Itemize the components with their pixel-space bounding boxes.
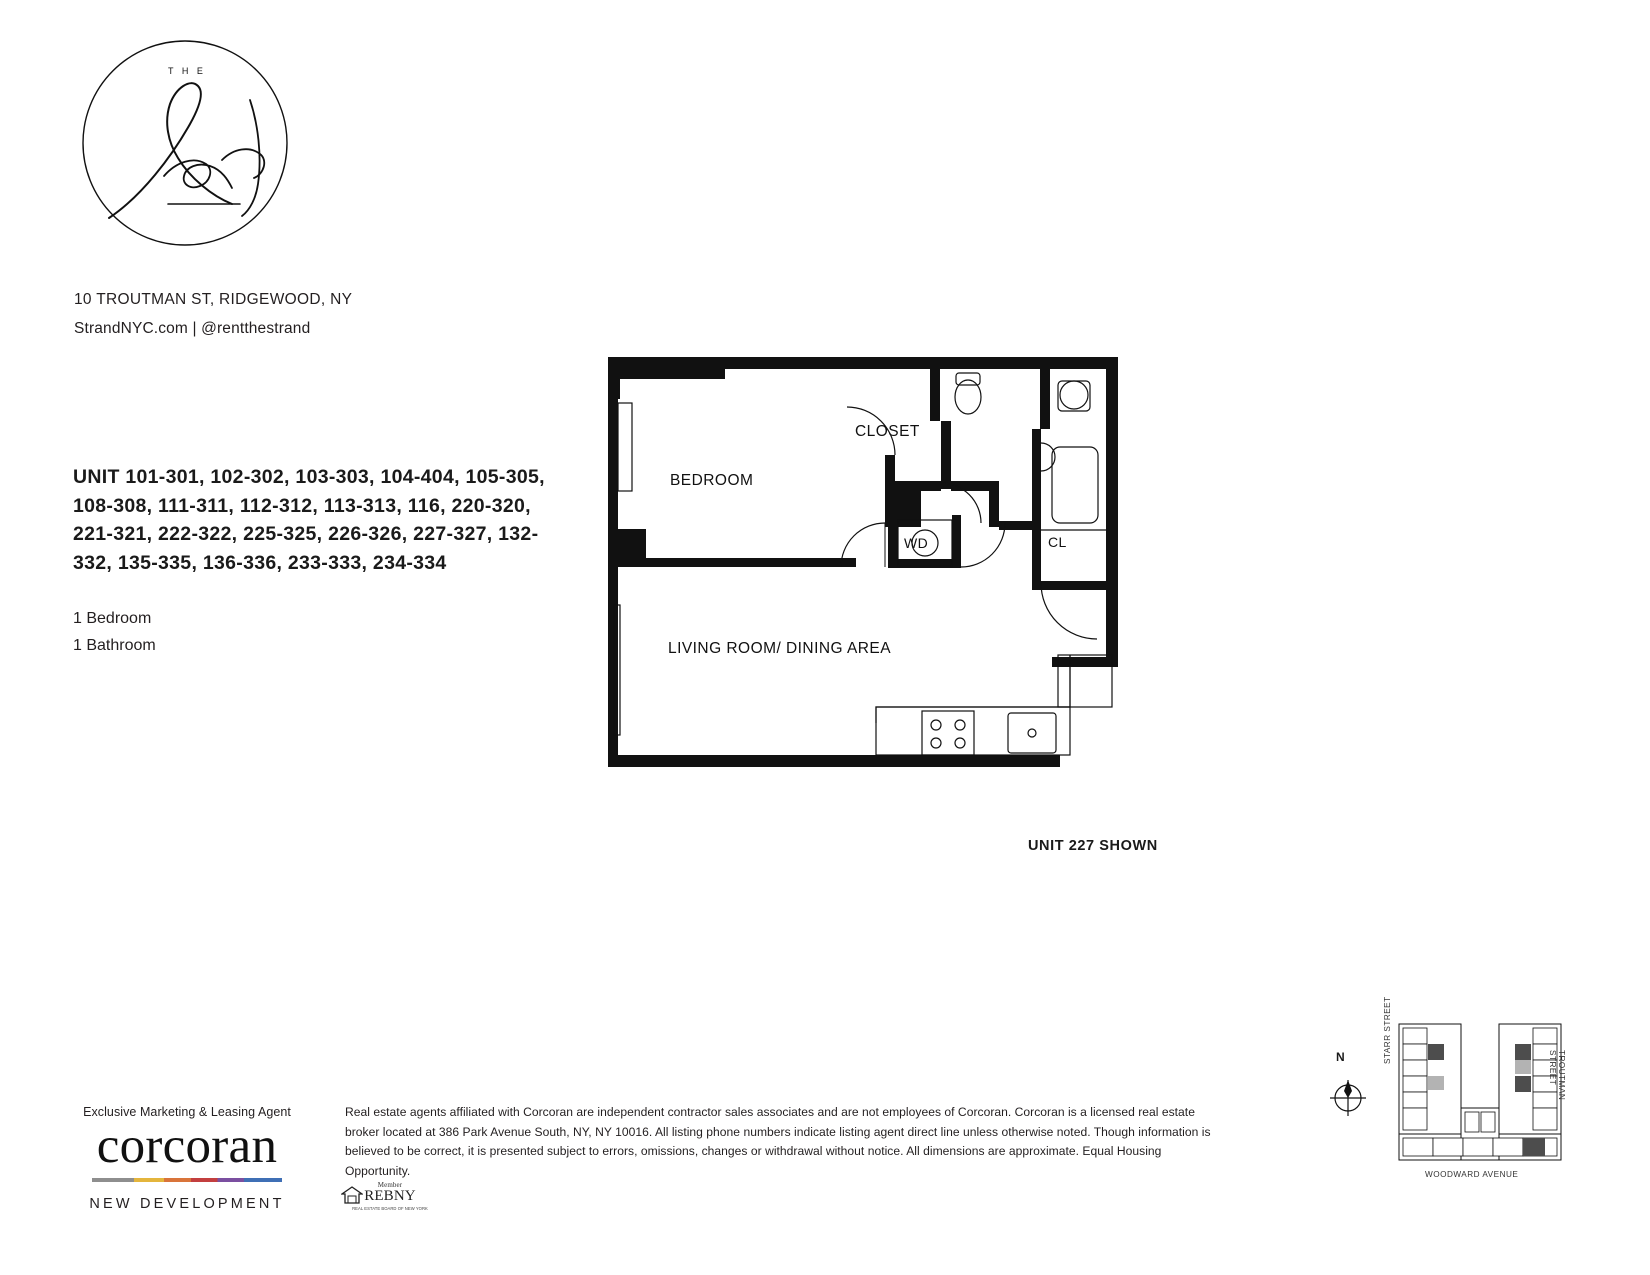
building-key-plan	[1383, 996, 1580, 1185]
room-label-closet: CLOSET	[855, 423, 920, 440]
brand-address: 10 TROUTMAN ST, RIDGEWOOD, NY	[74, 291, 353, 308]
brand-logo	[72, 36, 402, 251]
compass-north-label: N	[1336, 1050, 1345, 1064]
corcoran-rainbow-bar	[92, 1178, 282, 1182]
street-label-starr: STARR STREET	[1383, 996, 1392, 1064]
room-label-bedroom: BEDROOM	[670, 472, 754, 489]
floorplan-drawing	[600, 355, 1160, 785]
street-label-troutman: TROUTMAN STREET	[1548, 1050, 1566, 1101]
room-label-living-dining: LIVING ROOM/ DINING AREA	[668, 640, 892, 657]
brand-web-social: StrandNYC.com | @rentthestrand	[74, 320, 311, 337]
unit-bedrooms: 1 Bedroom	[73, 610, 152, 627]
unit-shown-note: UNIT 227 SHOWN	[1028, 838, 1158, 854]
corcoran-wordmark: corcoran	[96, 1118, 278, 1174]
room-label-washer-dryer: WD	[904, 535, 929, 551]
legal-disclaimer: Real estate agents affiliated with Corcoran are independent contractor sales associates and are not employees of Corcoran. Corcoran is a licensed real estate broker located at 386 Park Avenue South, NY, NY 10016. All listing phone numbers indicate listing agent direct line unless otherwise noted. Though information is believed to be correct, it is presented subject to errors, omissions, changes or withdrawal without notice. All dimensions are approximate. Equal Housing Opportunity.	[345, 1105, 1211, 1178]
equal-housing-icon	[341, 1185, 363, 1205]
rebny-sub-text: REAL ESTATE BOARD OF NEW YORK	[352, 1206, 428, 1211]
strand-logo-mark	[72, 36, 302, 251]
rebny-logo	[345, 1181, 435, 1211]
unit-numbers-title: UNIT 101-301, 102-302, 103-303, 104-404, 105-305, 108-308, 111-311, 112-312, 113-313, 116, 220-320, 221-321, 222-322, 225-325, 226-326, 227-327, 132-332, 135-335, 136-336, 233-333, 234-334	[73, 466, 545, 574]
leasing-agent-block	[72, 1105, 302, 1212]
unit-bathrooms: 1 Bathroom	[73, 637, 156, 654]
compass-icon	[1318, 1060, 1378, 1120]
rebny-main-text: REBNY	[364, 1188, 416, 1204]
street-label-woodward: WOODWARD AVENUE	[1425, 1170, 1519, 1179]
compass-rose	[1318, 1050, 1378, 1120]
exclusive-agent-label: Exclusive Marketing & Leasing Agent	[83, 1105, 291, 1119]
key-plan-diagram	[1395, 1020, 1565, 1165]
logo-the-text: T H E	[168, 66, 206, 76]
rebny-member-text: Member	[377, 1181, 403, 1189]
new-development-label: NEW DEVELOPMENT	[89, 1196, 285, 1212]
room-label-cl: CL	[1048, 534, 1067, 550]
